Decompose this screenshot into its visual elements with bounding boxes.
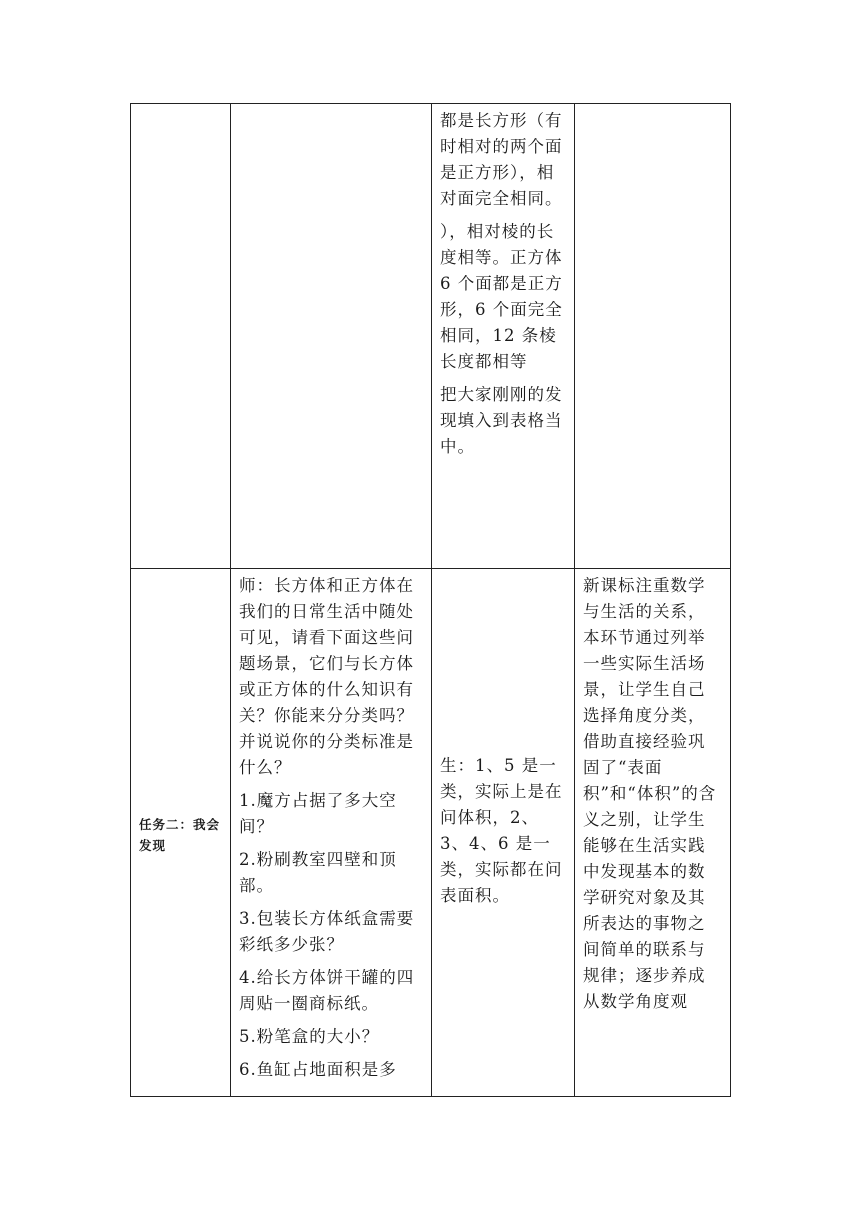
teacher-paragraph: 4.给长方体饼干罐的四周贴一圈商标纸。 — [239, 968, 415, 1013]
table-row — [131, 569, 731, 1097]
student-activity-cell — [432, 569, 575, 1097]
activity-label-cell — [131, 569, 231, 1097]
teacher-paragraph: 6.鱼缸占地面积是多 — [239, 1060, 397, 1079]
teacher-paragraph: 5.粉笔盒的大小？ — [239, 1027, 380, 1046]
design-intent-cell — [575, 104, 731, 569]
lesson-table — [130, 103, 731, 1097]
student-activity-cell — [432, 104, 575, 569]
design-intent-cell — [575, 569, 731, 1097]
table-row — [131, 104, 731, 569]
student-paragraph: 都是长方形（有时相对的两个面是正方形），相对面完全相同。 — [440, 111, 563, 208]
teacher-paragraph: 师：长方体和正方体在我们的日常生活中随处可见，请看下面这些问题场景，它们与长方体或正方体的什么知识有关？你能来分分类吗？并说说你的分类标准是什么？ — [239, 576, 414, 777]
activity-label-cell — [131, 104, 231, 569]
teacher-activity-cell — [231, 569, 432, 1097]
teacher-paragraph: 2.粉刷教室四壁和顶部。 — [239, 850, 397, 895]
activity-label: 任务二：我会发现 — [139, 816, 221, 853]
student-paragraph: 把大家刚刚的发现填入到表格当中。 — [440, 385, 563, 456]
student-paragraph: ），相对棱的长度相等。正方体 6 个面都是正方形，6 个面完全相同，12 条棱长度都相等 — [440, 222, 563, 371]
teacher-activity-cell — [231, 104, 432, 569]
teacher-paragraph: 3.包装长方体纸盒需要彩纸多少张？ — [239, 909, 415, 954]
student-paragraph: 生：1、5 是一类，实际上是在问体积，2、3、4、6 是一类，实际都在问表面积。 — [440, 756, 563, 905]
teacher-paragraph: 1.魔方占据了多大空间？ — [239, 791, 397, 836]
design-intent-text: 新课标注重数学与生活的关系，本环节通过列举一些实际生活场景，让学生自己选择角度分类，借助直接经验巩固了“表面积”和“体积”的含义之别，让学生能够在生活实践中发现基本的数学研究对象及其所表达的事物之间简单的联系与规律；逐步养成从数学角度观 — [583, 576, 717, 1011]
